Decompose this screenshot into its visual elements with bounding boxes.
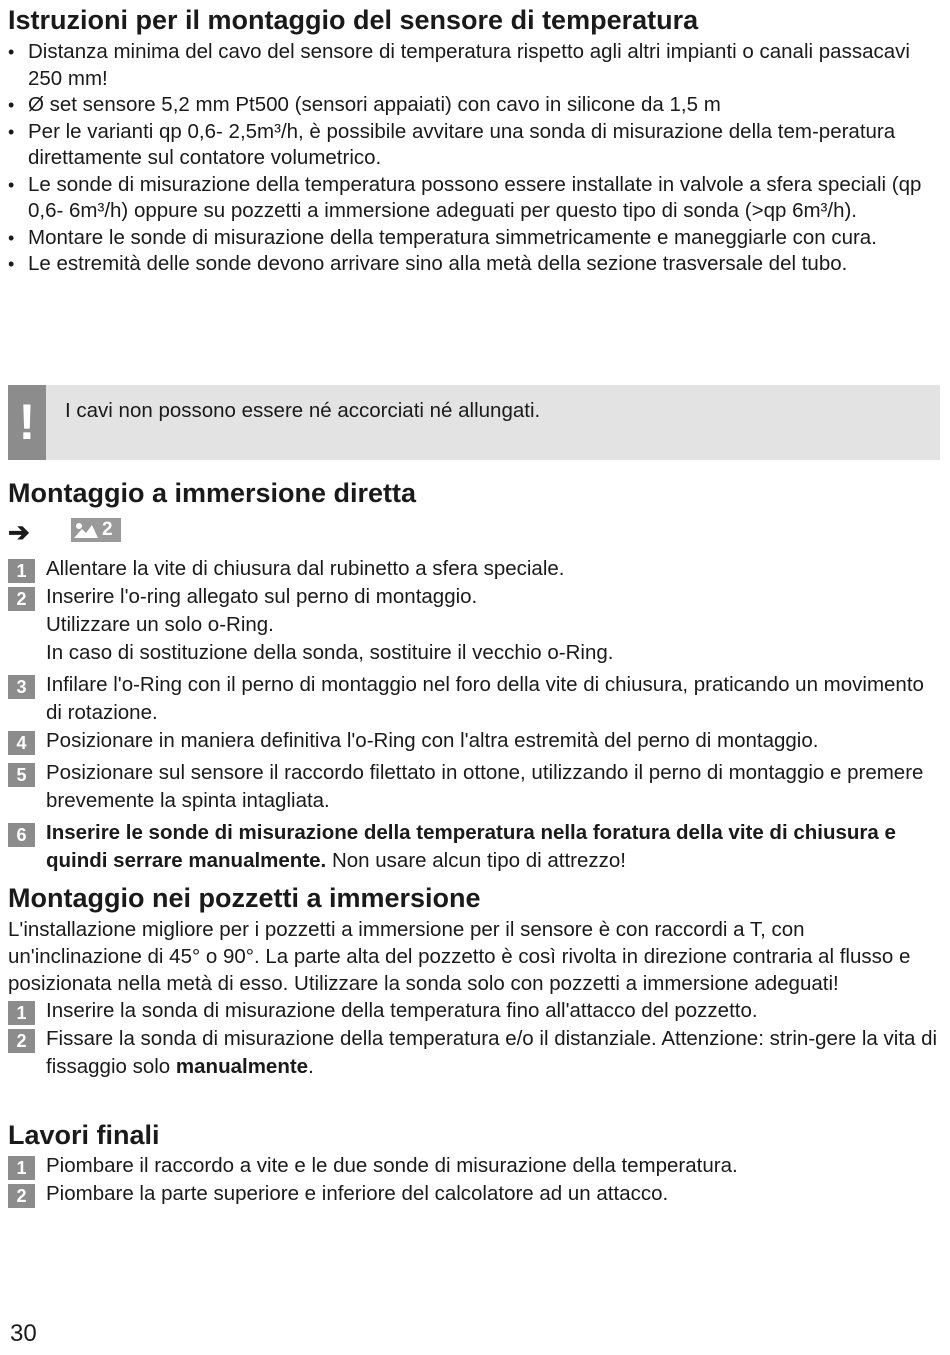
step-item [8,555,940,583]
bullet-item: • Distanza minima del cavo del sensore di temperatura rispetto agli altri impianti o canali passacavi 250 mm! [8,39,940,92]
step-text: Fissare la sonda di misurazione della temperatura e/o il distanziale. Attenzione: strin-gere la vita di fissaggio solo [46,1027,938,1078]
step-text: Inserire l'o-ring allegato sul perno di montaggio. [46,585,478,608]
step-note: In caso di sostituzione della sonda, sostituire il vecchio o-Ring. [46,641,614,664]
step-number: 6 [8,823,35,847]
step-number: 2 [8,1184,35,1208]
image-icon [74,522,98,538]
step-item [8,1180,940,1208]
step-number: 4 [8,731,35,755]
step-number: 5 [8,763,35,787]
bullet-item: • Le sonde di misurazione della temperatura possono essere installate in valvole a sfera speciali (qp 0,6- 6m³/h) oppure su pozzetti a immersione adeguati per questo tipo di sonda (>qp 6m³/h). [8,172,940,225]
step-number: 2 [8,1029,35,1053]
step-item [8,1152,940,1180]
figure-number: 2 [102,519,113,540]
step-item [8,759,940,815]
step-text: Posizionare in maniera definitiva l'o-Ring con l'altra estremità del perno di montaggio. [46,729,819,752]
section-title: Montaggio nei pozzetti a immersione [8,883,481,913]
section-final-work [8,1118,940,1208]
section-title: Montaggio a immersione diretta [8,478,417,508]
step-text: Allentare la vite di chiusura dal rubinetto a sfera speciale. [46,557,565,580]
step-item [8,727,940,755]
warning-icon: ! [8,385,46,460]
arrow-right-icon: ➔ [8,517,30,547]
step-text-end: . [308,1055,314,1078]
warning-text: I cavi non possono essere né accorciati né allungati. [65,399,541,422]
section-immersion-wells [8,881,940,1081]
step-number: 2 [8,587,35,611]
step-text: Inserire la sonda di misurazione della temperatura fino all'attacco del pozzetto. [46,999,758,1022]
warning-box [8,385,940,460]
step-text: Piombare la parte superiore e inferiore del calcolatore ad un attacco. [46,1182,669,1205]
section-intro: L'installazione migliore per i pozzetti a immersione per il sensore è con raccordi a T, con un'inclinazione di 45° o 90°. La parte alta del pozzetto è così rivolta in direzione contraria al flusso e posizionata nella metà di esso. Utilizzare la sonda solo con pozzetti a immersione adeguati! [8,918,911,995]
bullet-item: • Per le varianti qp 0,6- 2,5m³/h, è possibile avvitare una sonda di misurazione della tem-peratura direttamente sul contatore volumetrico. [8,119,940,172]
section-title: Lavori finali [8,1120,160,1150]
step-text: Infilare l'o-Ring con il perno di montaggio nel foro della vite di chiusura, praticando un movimento di rotazione. [46,673,924,724]
step-text: Posizionare sul sensore il raccordo filettato in ottone, utilizzando il perno di montaggio e premere brevemente la spinta intagliata. [46,761,924,812]
step-text: Piombare il raccordo a vite e le due sonde di misurazione della temperatura. [46,1154,738,1177]
step-item [8,671,940,727]
step-item [8,583,940,611]
step-item [8,819,940,875]
bullet-item: • Ø set sensore 5,2 mm Pt500 (sensori appaiati) con cavo in silicone da 1,5 m [8,92,940,119]
step-text: Non usare alcun tipo di attrezzo! [326,849,626,872]
bullet-item: • Le estremità delle sonde devono arrivare sino alla metà della sezione trasversale del tubo. [8,251,940,278]
section-sensor-instructions [8,3,940,278]
step-item [8,1025,940,1081]
step-note: Utilizzare un solo o-Ring. [46,613,274,636]
step-number: 1 [8,1001,35,1025]
step-item [8,997,940,1025]
step-list [8,555,940,875]
page-number: 30 [10,1320,37,1347]
section-title: Istruzioni per il montaggio del sensore di temperatura [8,5,699,35]
figure-badge [71,518,121,542]
step-number: 1 [8,1156,35,1180]
step-number: 1 [8,559,35,583]
step-number: 3 [8,675,35,699]
section-direct-immersion [8,476,940,510]
step-text-bold: Inserire le sonde di misurazione della temperatura nella foratura della vite di chiusura e quindi serrare manualmente. [46,821,896,872]
step-text-bold: manualmente [175,1055,309,1078]
bullet-item: • Montare le sonde di misurazione della temperatura simmetricamente e maneggiarle con cura. [8,225,940,252]
bullet-list [8,39,940,278]
